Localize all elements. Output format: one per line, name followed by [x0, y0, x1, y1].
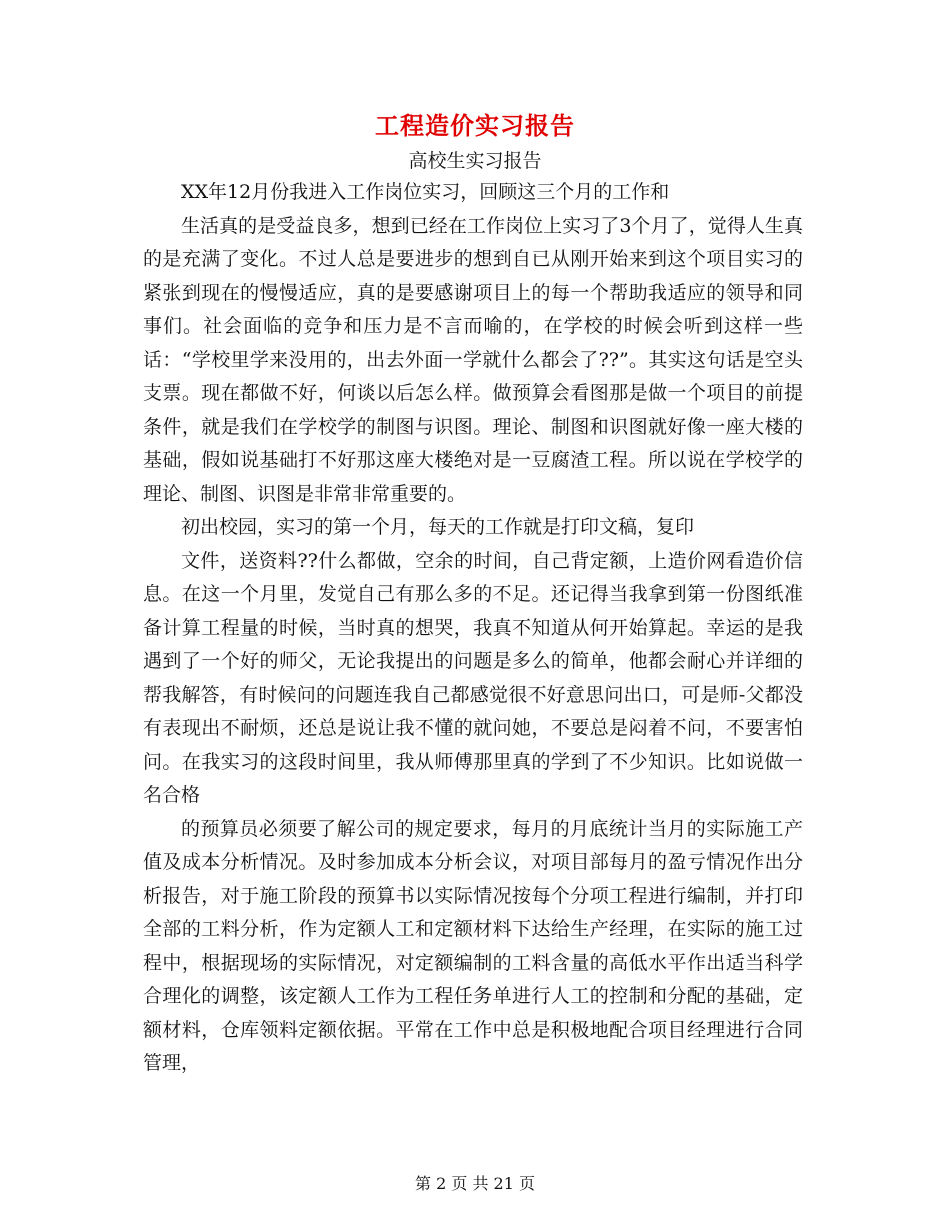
document-body [143, 176, 803, 1081]
paragraph-5: 的预算员必须要了解公司的规定要求，每月的月底统计当月的实际施工产值及成本分析情况。及时参加成本分析会议，对项目部每月的盈亏情况作出分析报告，对于施工阶段的预算书以实际情况按每个分项工程进行编制，并打印全部的工料分析，作为定额人工和定额材料下达给生产经理，在实际的施工过程中，根据现场的实际情况，对定额编制的工料含量的高低水平作出适当科学合理化的调整，该定额人工作为工程任务单进行人工的控制和分配的基础，定额材料，仓库领料定额依据。平常在工作中总是积极地配合项目经理进行合同管理， [143, 817, 803, 1074]
document-title: 工程造价实习报告 [375, 111, 575, 140]
document-subtitle: 高校生实习报告 [408, 150, 542, 172]
page-number-footer: 第 2 页 共 21 页 [415, 1174, 535, 1193]
paragraph-1: XX年12月份我进入工作岗位实习，回顾这三个月的工作和 [181, 181, 670, 203]
paragraph-3: 初出校园，实习的第一个月，每天的工作就是打印文稿，复印 [181, 516, 695, 538]
paragraph-2: 生活真的是受益良多，想到已经在工作岗位上实习了3个月了，觉得人生真的是充满了变化。不过人总是要进步的想到自已从刚开始来到这个项目实习的紧张到现在的慢慢适应，真的是要感谢项目上的每一个帮助我适应的领导和同事们。社会面临的竞争和压力是不言而喻的，在学校的时候会听到这样一些话：“学校里学来没用的，出去外面一学就什么都会了??”。其实这句话是空头支票。现在都做不好，何谈以后怎么样。做预算会看图那是做一个项目的前提条件，就是我们在学校学的制图与识图。理论、制图和识图就好像一座大楼的基础，假如说基础打不好那这座大楼绝对是一豆腐渣工程。所以说在学校学的理论、制图、识图是非常非常重要的。 [143, 214, 803, 505]
paragraph-4: 文件，送资料??什么都做，空余的时间，自己背定额，上造价网看造价信息。在这一个月里，发觉自己有那么多的不足。还记得当我拿到第一份图纸准备计算工程量的时候，当时真的想哭，我真不知道从何开始算起。幸运的是我遇到了一个好的师父，无论我提出的问题是多么的简单，他都会耐心并详细的帮我解答，有时候问的问题连我自己都感觉很不好意思问出口，可是师-父都没有表现出不耐烦，还总是说让我不懂的就问她，不要总是闷着不问，不要害怕问。在我实习的这段时间里，我从师傅那里真的学到了不少知识。比如说做一名合格 [143, 549, 803, 806]
